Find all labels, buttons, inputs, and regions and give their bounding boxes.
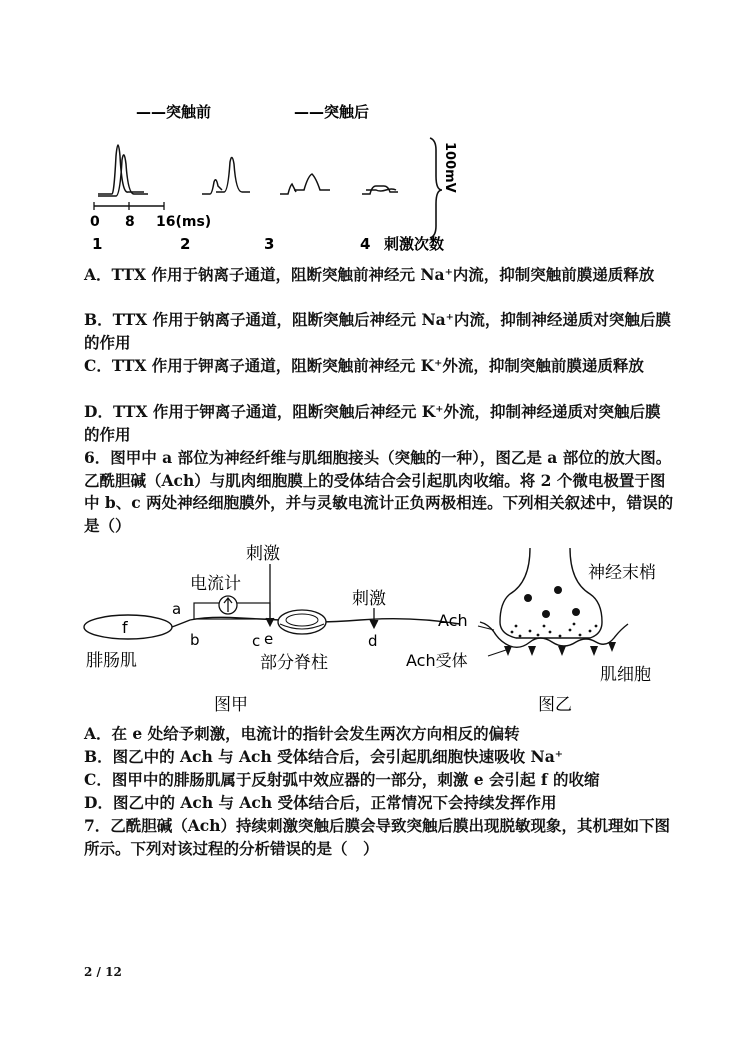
tick-label: 8 bbox=[125, 214, 135, 230]
label-b: b bbox=[190, 631, 200, 649]
label-a: a bbox=[172, 600, 182, 618]
vesicle bbox=[542, 610, 550, 618]
nerve-ending-label: 神经末梢 bbox=[588, 563, 656, 583]
trial-label: 4 bbox=[360, 235, 371, 253]
q6-option-a: A．在 e 处给予刺激，电流计的指针会发生两次方向相反的偏转 bbox=[84, 724, 520, 743]
muscle-cell-label: 肌细胞 bbox=[600, 665, 651, 685]
trial-label: 1 bbox=[92, 235, 103, 253]
tick-label: 0 bbox=[90, 214, 100, 230]
ach-molecules bbox=[511, 623, 598, 638]
stimulus-label-right: 刺激 bbox=[352, 589, 386, 609]
scale-label: 100mV bbox=[442, 142, 457, 193]
spinal-label: 部分脊柱 bbox=[260, 653, 328, 673]
stimulus-label-top: 刺激 bbox=[246, 544, 280, 564]
trace-trial-2 bbox=[202, 157, 250, 194]
vesicle bbox=[524, 594, 532, 602]
q5-option-b: B．TTX 作用于钠离子通道，阻断突触后神经元 Na⁺内流，抑制神经递质对突触后膜的作用 bbox=[84, 310, 671, 352]
muscle-f bbox=[84, 615, 172, 639]
trial-label: 3 bbox=[264, 235, 275, 253]
q6-stem: 6．图甲中 a 部位为神经纤维与肌细胞接头（突触的一种），图乙是 a 部位的放大图。乙酰胆碱（Ach）与肌肉细胞膜上的受体结合会引起肌肉收缩。将 2 个微电极置于图中 b、c 两处神经细胞膜外，并与灵敏电流计正负两极相连。下列相关叙述中，错误的是（） bbox=[84, 448, 674, 535]
ach-label: Ach bbox=[438, 611, 468, 630]
figure-yi bbox=[406, 548, 656, 715]
receptor-label: Ach受体 bbox=[406, 651, 468, 670]
nerve-terminal bbox=[500, 548, 602, 638]
label-f: f bbox=[122, 618, 128, 637]
scale-bracket bbox=[430, 138, 442, 238]
trials-axis-label: 刺激次数 bbox=[384, 235, 445, 253]
q6-option-d: D．图乙中的 Ach 与 Ach 受体结合后，正常情况下会持续发挥作用 bbox=[84, 793, 557, 812]
label-e: e bbox=[264, 630, 274, 648]
neuromuscular-figure bbox=[80, 542, 680, 717]
q5-option-c: C．TTX 作用于钾离子通道，阻断突触前神经元 K⁺外流，抑制突触前膜递质释放 bbox=[84, 356, 644, 375]
muscle-label: 腓肠肌 bbox=[86, 651, 137, 671]
muscle-cell-membrane bbox=[480, 622, 628, 647]
caption-yi: 图乙 bbox=[538, 695, 572, 715]
trace-trial-4 bbox=[362, 186, 398, 194]
q6-option-b: B．图乙中的 Ach 与 Ach 受体结合后，会引起肌细胞快速吸收 Na⁺ bbox=[84, 747, 563, 766]
page-number: 2 / 12 bbox=[84, 965, 122, 979]
caption-jia: 图甲 bbox=[214, 695, 248, 715]
q5-option-d: D．TTX 作用于钾离子通道，阻断突触后神经元 K⁺外流，抑制神经递质对突触后膜的作用 bbox=[84, 402, 661, 444]
q6-option-c: C．图甲中的腓肠肌属于反射弧中效应器的一部分，刺激 e 会引起 f 的收缩 bbox=[84, 770, 600, 789]
label-d: d bbox=[368, 632, 378, 650]
vesicle bbox=[554, 586, 562, 594]
trial-label: 2 bbox=[180, 235, 191, 253]
label-c: c bbox=[252, 632, 261, 650]
q5-option-a: A．TTX 作用于钠离子通道，阻断突触前神经元 Na⁺内流，抑制突触前膜递质释放 bbox=[84, 265, 655, 284]
legend-postsynaptic: ——突触后 bbox=[294, 103, 370, 121]
q7-stem: 7．乙酰胆碱（Ach）持续刺激突触后膜会导致突触后膜出现脱敏现象，其机理如下图所示。下列对该过程的分析错误的是（ ） bbox=[84, 816, 671, 858]
trace-trial-1 bbox=[98, 145, 148, 196]
legend-presynaptic: ——突触前 bbox=[136, 103, 212, 121]
action-potential-figure bbox=[84, 94, 474, 256]
galvanometer-label: 电流计 bbox=[190, 574, 241, 594]
vesicle bbox=[572, 608, 580, 616]
tick-label: 16(ms) bbox=[156, 214, 212, 230]
trace-trial-3 bbox=[280, 174, 330, 194]
figure-jia bbox=[84, 544, 460, 715]
